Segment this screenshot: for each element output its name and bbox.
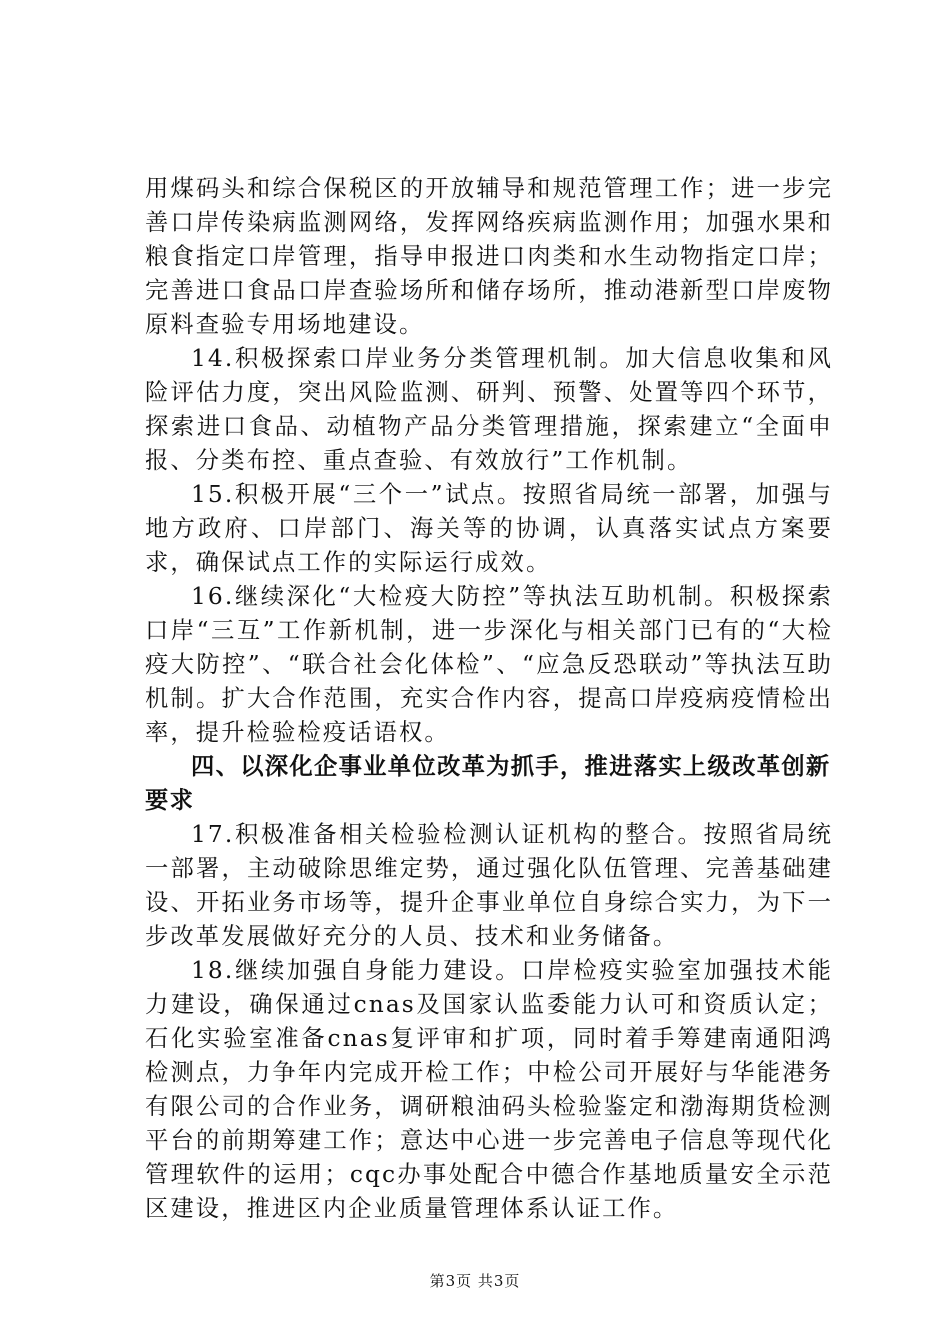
section-heading-4: 四、以深化企事业单位改革为抓手，推进落实上级改革创新要求 [145, 753, 831, 814]
paragraph-item-15: 15.积极开展“三个一”试点。按照省局统一部署，加强与地方政府、口岸部门、海关等的协调，认真落实试点方案要求，确保试点工作的实际运行成效。 [145, 481, 833, 576]
paragraph-continuation: 用煤码头和综合保税区的开放辅导和规范管理工作；进一步完善口岸传染病监测网络，发挥网络疾病监测作用；加强水果和粮食指定口岸管理，指导申报进口肉类和水生动物指定口岸；完善进口食品口岸查验场所和储存场所，推动港新型口岸废物原料查验专用场地建设。 [145, 175, 833, 338]
document-body [145, 172, 833, 1226]
paragraph-item-16: 16.继续深化“大检疫大防控”等执法互助机制。积极探索口岸“三互”工作新机制，进一步深化与相关部门已有的“大检疫大防控”、“联合社会化体检”、“应急反恐联动”等执法互助机制。扩大合作范围，充实合作内容，提高口岸疫病疫情检出率，提升检验检疫话语权。 [145, 583, 833, 746]
page-footer: 第3页 共3页 [429, 1272, 521, 1290]
paragraph-item-18: 18.继续加强自身能力建设。口岸检疫实验室加强技术能力建设，确保通过cnas及国家认监委能力认可和资质认定；石化实验室准备cnas复评审和扩项，同时着手筹建南通阳鸿检测点，力争年内完成开检工作；中检公司开展好与华能港务有限公司的合作业务，调研粮油码头检验鉴定和渤海期货检测平台的前期筹建工作；意达中心进一步完善电子信息等现代化管理软件的运用；cqc办事处配合中德合作基地质量安全示范区建设，推进区内企业质量管理体系认证工作。 [145, 957, 833, 1222]
paragraph-item-14: 14.积极探索口岸业务分类管理机制。加大信息收集和风险评估力度，突出风险监测、研判、预警、处置等四个环节，探索进口食品、动植物产品分类管理措施，探索建立“全面申报、分类布控、重点查验、有效放行”工作机制。 [145, 345, 833, 474]
paragraph-item-17: 17.积极准备相关检验检测认证机构的整合。按照省局统一部署，主动破除思维定势，通过强化队伍管理、完善基础建设、开拓业务市场等，提升企事业单位自身综合实力，为下一步改革发展做好充分的人员、技术和业务储备。 [145, 821, 833, 950]
